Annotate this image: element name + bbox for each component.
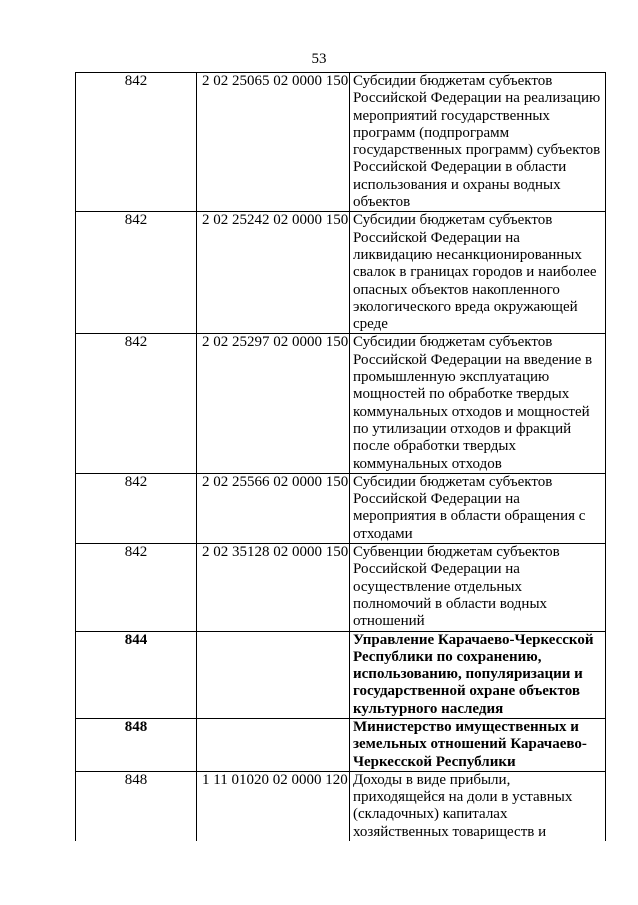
revenue-name-cell: Субсидии бюджетам субъектов Российской Федерации на мероприятия в области обращения с отходами [350,473,606,543]
administrator-name-cell: Управление Карачаево-Черкесской Республики по сохранению, использованию, популяризации и государственной охране объектов культурного наследия [350,631,606,718]
table-row [76,334,606,473]
revenue-name-cell: Субвенции бюджетам субъектов Российской Федерации на осуществление отдельных полномочий в области водных отношений [350,544,606,631]
admin-code-cell: 848 [76,718,197,771]
budget-classification-code-cell: 2 02 35128 02 0000 150 [197,544,350,631]
budget-classification-code-cell: 2 02 25566 02 0000 150 [197,473,350,543]
admin-code-cell: 842 [76,212,197,334]
administrator-header-row [76,631,606,718]
budget-revenue-table [75,72,606,841]
page-number: 53 [311,51,327,67]
budget-classification-code-cell [197,631,350,718]
table-row [76,473,606,543]
administrator-name-cell: Министерство имущественных и земельных отношений Карачаево-Черкесской Республики [350,718,606,771]
admin-code-cell: 842 [76,544,197,631]
admin-code-cell: 842 [76,334,197,473]
budget-classification-code-cell: 2 02 25297 02 0000 150 [197,334,350,473]
table-row [76,73,606,212]
revenue-name-cell: Субсидии бюджетам субъектов Российской Федерации на ликвидацию несанкционированных свалок в границах городов и наиболее опасных объектов накопленного экологического вреда окружающей среде [350,212,606,334]
budget-classification-code-cell [197,718,350,771]
budget-classification-code-cell: 2 02 25065 02 0000 150 [197,73,350,212]
table-row [76,771,606,841]
admin-code-cell: 844 [76,631,197,718]
admin-code-cell: 842 [76,473,197,543]
budget-classification-code-cell: 2 02 25242 02 0000 150 [197,212,350,334]
admin-code-cell: 842 [76,73,197,212]
table-row [76,212,606,334]
administrator-header-row [76,718,606,771]
budget-classification-code-cell: 1 11 01020 02 0000 120 [197,771,350,841]
revenue-name-cell: Субсидии бюджетам субъектов Российской Федерации на введение в промышленную эксплуатацию мощностей по обработке твердых коммунальных отходов и мощностей по утилизации отходов и фракций после обработки твердых коммунальных отходов [350,334,606,473]
table-row [76,544,606,631]
revenue-name-cell: Доходы в виде прибыли, приходящейся на доли в уставных (складочных) капиталах хозяйственных товариществ и [350,771,606,841]
revenue-name-cell: Субсидии бюджетам субъектов Российской Федерации на реализацию мероприятий государственных программ (подпрограмм государственных программ) субъектов Российской Федерации в области использования и охраны водных объектов [350,73,606,212]
admin-code-cell: 848 [76,771,197,841]
